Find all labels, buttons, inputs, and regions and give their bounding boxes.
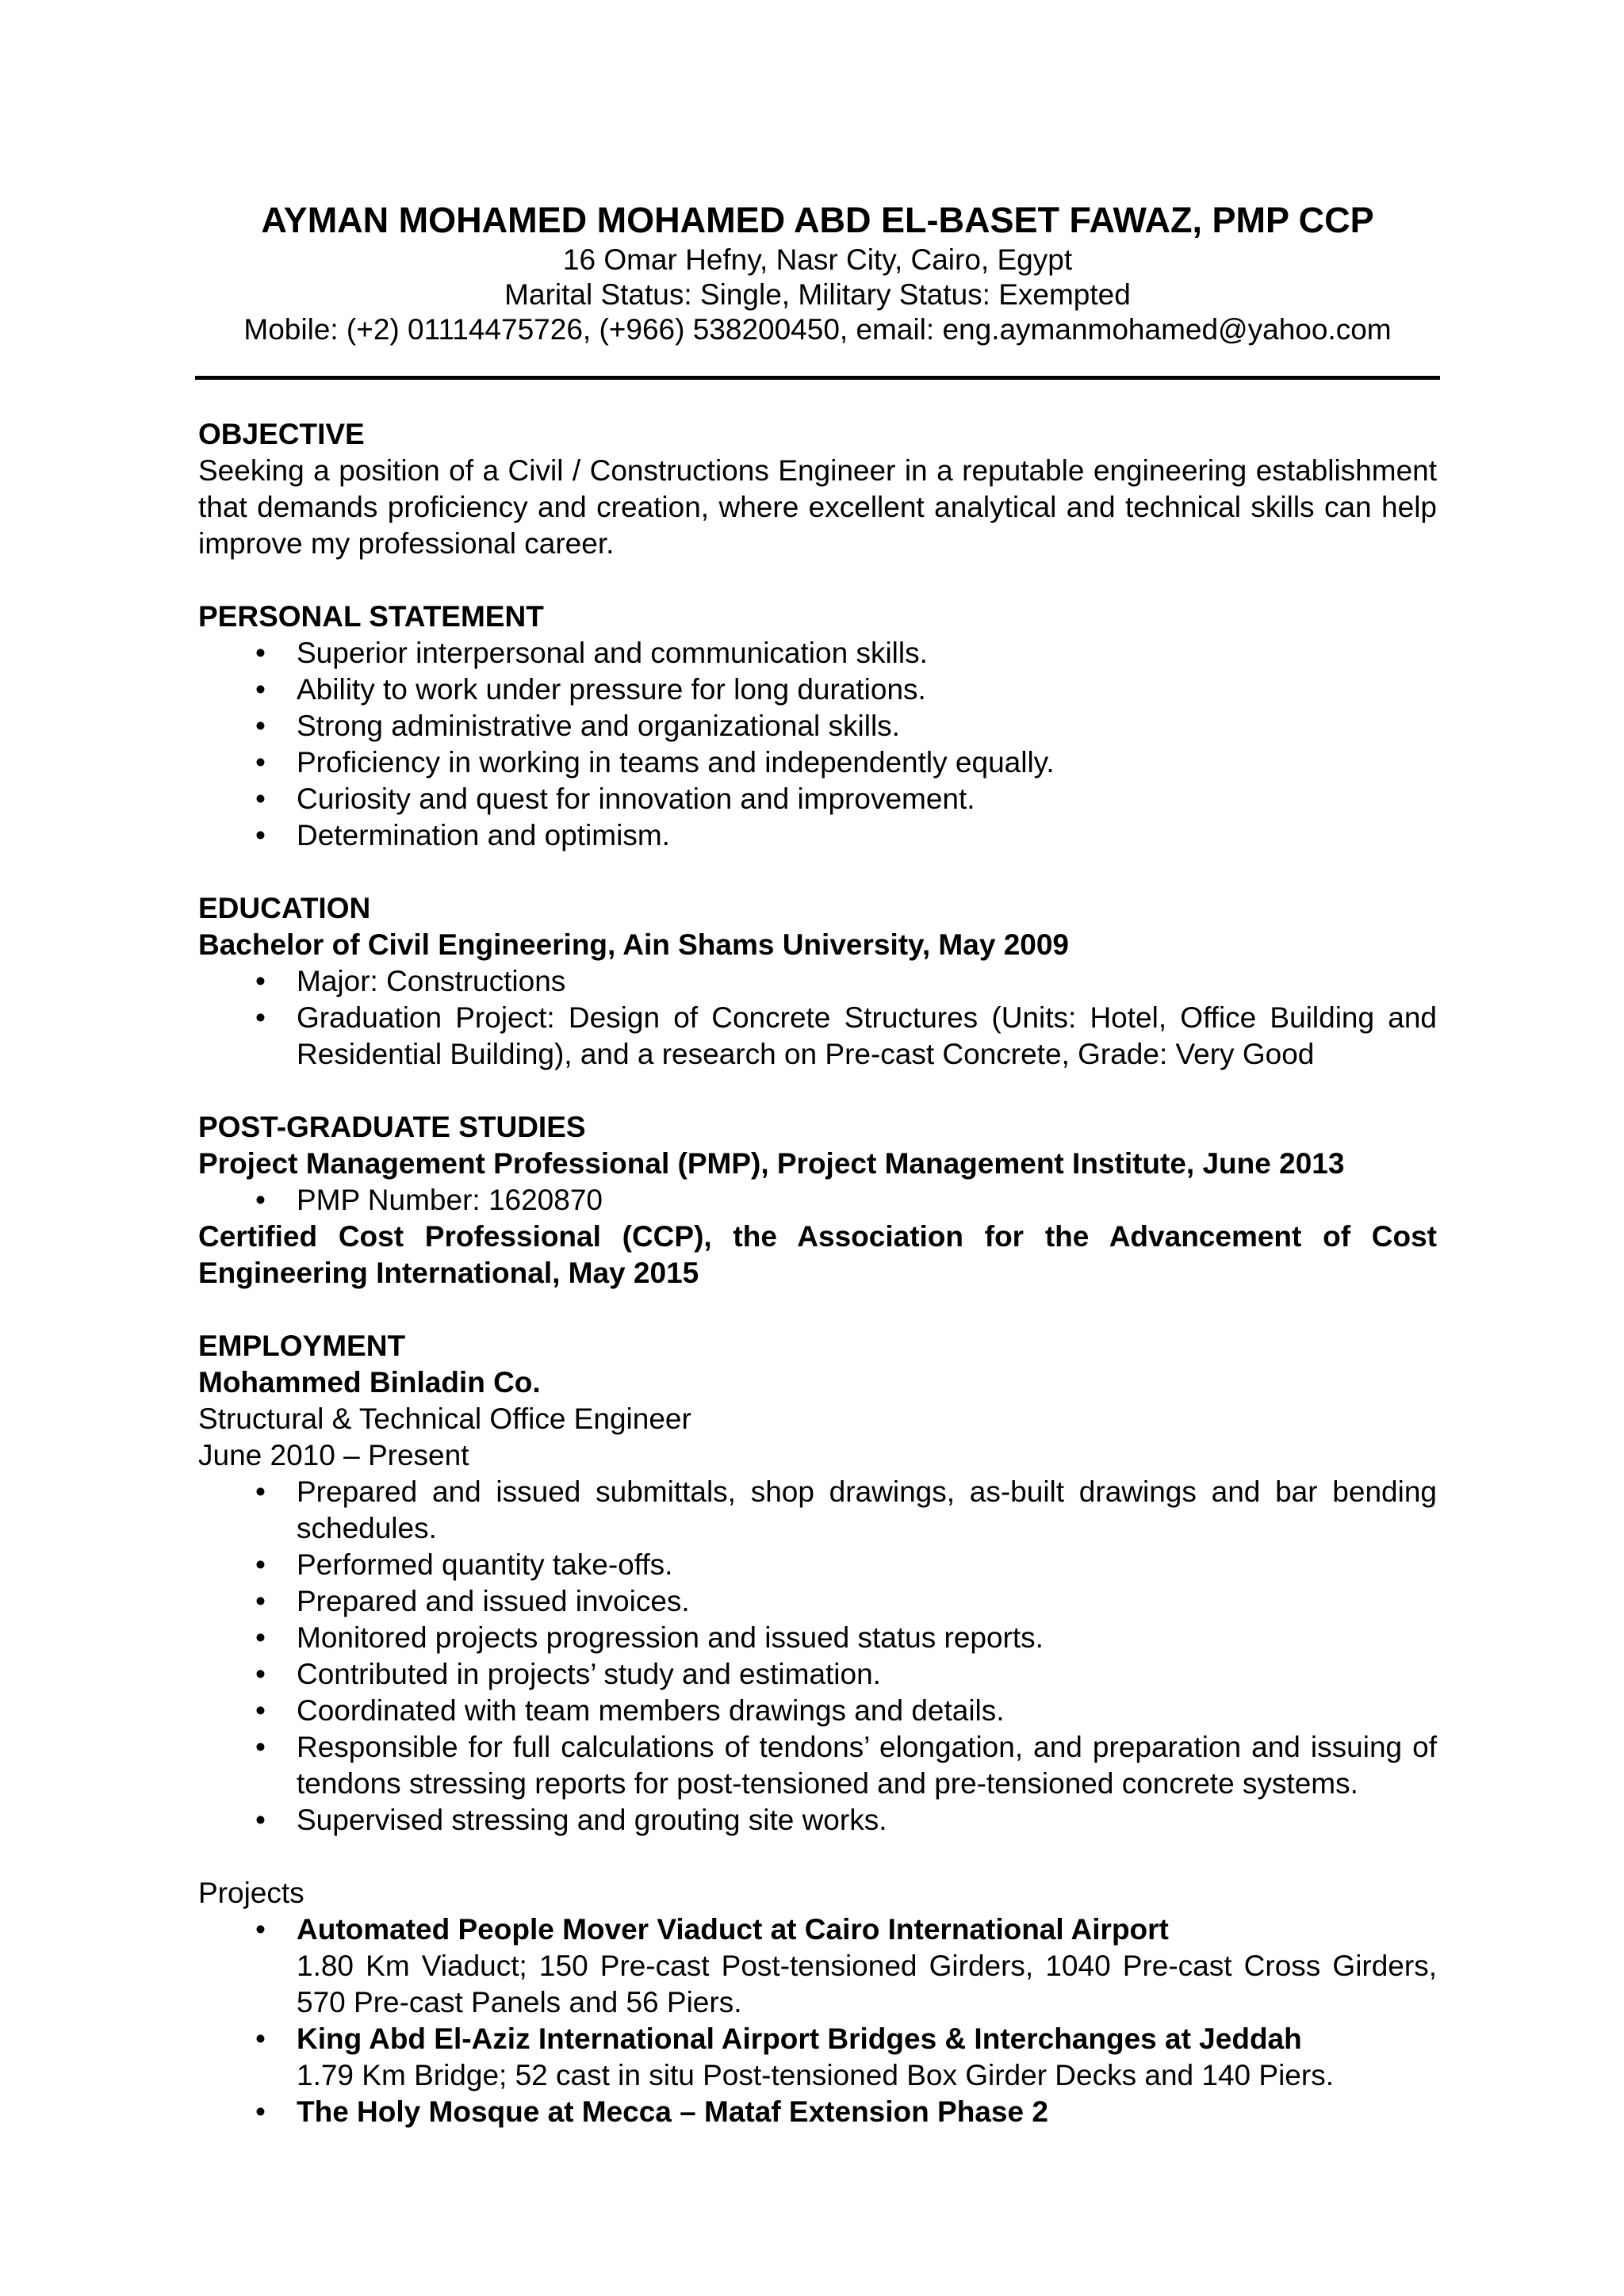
objective-title: OBJECTIVE (198, 418, 365, 450)
project-title: King Abd El-Aziz International Airport Bridges & Interchanges at Jeddah (297, 2022, 1302, 2055)
list-item: • Responsible for full calculations of tendons’ elongation, and preparation and issuing of tendons stressing reports for post-tensioned and pre-tensioned concrete systems. (255, 1731, 1437, 1800)
list-item: • Performed quantity take-offs. (198, 1547, 1437, 1583)
education-degree: Bachelor of Civil Engineering, Ain Shams University, May 2009 (198, 928, 1070, 961)
list-item: • Strong administrative and organizational skills. (198, 708, 1437, 744)
bullet-icon: • (255, 1184, 266, 1216)
list-item: • PMP Number: 1620870 (198, 1182, 1437, 1219)
list-item: • Graduation Project: Design of Concrete Structures (Units: Hotel, Office Building and Residential Building), and a research on Pre-cast Concrete, Grade: Very Good (255, 1001, 1437, 1070)
bullet-icon: • (255, 637, 266, 669)
projects-label: Projects (198, 1877, 304, 1909)
address-line: 16 Omar Hefny, Nasr City, Cairo, Egypt (562, 243, 1073, 276)
employment-section (198, 1328, 1437, 2130)
list-item: • Contributed in projects’ study and estimation. (198, 1656, 1437, 1693)
bullet-icon: • (255, 2095, 266, 2128)
bullet-icon: • (255, 1658, 266, 1690)
bullet-icon: • (255, 1694, 266, 1727)
project-detail: 1.80 Km Viaduct; 150 Pre-cast Post-tensioned Girders, 1040 Pre-cast Cross Girders, 570 Pre-cast Panels and 56 Piers. (297, 1950, 1437, 2019)
list-item: • Curiosity and quest for innovation and improvement. (198, 781, 1437, 817)
list-item: • Major: Constructions (198, 963, 1437, 1000)
list-item: • Coordinated with team members drawings and details. (198, 1693, 1437, 1729)
bullet-icon: • (255, 1475, 266, 1508)
bullet-icon: • (255, 673, 266, 706)
bullet-icon: • (255, 1621, 266, 1654)
candidate-name: AYMAN MOHAMED MOHAMED ABD EL-BASET FAWAZ, PMP CCP (261, 200, 1374, 240)
job-role: Structural & Technical Office Engineer (198, 1402, 691, 1435)
list-item: • Proficiency in working in teams and independently equally. (198, 744, 1437, 781)
bullet-icon: • (255, 1731, 266, 1763)
status-line: Marital Status: Single, Military Status: Exempted (504, 278, 1131, 311)
resume-page (198, 198, 1437, 2130)
project-item (198, 2021, 1437, 2094)
bullet-icon: • (255, 1585, 266, 1617)
personal-statement-section (198, 599, 1437, 854)
education-list (198, 963, 1437, 1073)
job-period: June 2010 – Present (198, 1439, 469, 1471)
employment-title: EMPLOYMENT (198, 1330, 406, 1362)
bullet-icon: • (255, 2022, 266, 2055)
objective-section (198, 416, 1437, 562)
project-item (198, 1911, 1437, 2021)
pmp-certification: Project Management Professional (PMP), Project Management Institute, June 2013 (198, 1147, 1345, 1180)
bullet-icon: • (255, 710, 266, 742)
bullet-icon: • (255, 746, 266, 779)
project-detail: 1.79 Km Bridge; 52 cast in situ Post-tensioned Box Girder Decks and 140 Piers. (297, 2059, 1334, 2091)
bullet-icon: • (255, 1548, 266, 1581)
list-item: • Monitored projects progression and issued status reports. (198, 1620, 1437, 1656)
objective-text: Seeking a position of a Civil / Constructions Engineer in a reputable engineering establishment that demands proficiency and creation, where excellent analytical and technical skills can help improve my professional career. (198, 454, 1437, 560)
bullet-icon: • (255, 1804, 266, 1836)
personal-statement-title: PERSONAL STATEMENT (198, 600, 544, 633)
project-item (198, 2094, 1437, 2130)
list-item: • Supervised stressing and grouting site works. (198, 1802, 1437, 1839)
list-item: • Ability to work under pressure for long durations. (198, 672, 1437, 708)
list-item: • Prepared and issued invoices. (198, 1583, 1437, 1620)
bullet-icon: • (255, 783, 266, 815)
personal-statement-list (198, 635, 1437, 854)
contact-line: Mobile: (+2) 01114475726, (+966) 538200450, email: eng.aymanmohamed@yahoo.com (243, 313, 1392, 346)
pmp-list (198, 1182, 1437, 1219)
education-title: EDUCATION (198, 892, 371, 924)
bullet-icon: • (255, 1913, 266, 1946)
resume-header (190, 198, 1445, 347)
project-title: The Holy Mosque at Mecca – Mataf Extension Phase 2 (297, 2095, 1048, 2128)
education-section (198, 890, 1437, 1073)
list-item: • Determination and optimism. (198, 817, 1437, 854)
bullet-icon: • (255, 1001, 266, 1034)
post-graduate-title: POST-GRADUATE STUDIES (198, 1111, 586, 1143)
employer-name: Mohammed Binladin Co. (198, 1366, 541, 1399)
ccp-certification: Certified Cost Professional (CCP), the Association for the Advancement of Cost Engineering International, May 2015 (198, 1220, 1437, 1289)
projects-list (198, 1911, 1437, 2130)
list-item: • Prepared and issued submittals, shop drawings, as-built drawings and bar bending schedules. (255, 1475, 1437, 1544)
list-item: • Superior interpersonal and communication skills. (198, 635, 1437, 672)
post-graduate-section (198, 1109, 1437, 1292)
bullet-icon: • (255, 819, 266, 851)
project-title: Automated People Mover Viaduct at Cairo International Airport (297, 1913, 1169, 1946)
bullet-icon: • (255, 965, 266, 997)
employment-duties-list (198, 1474, 1437, 1839)
